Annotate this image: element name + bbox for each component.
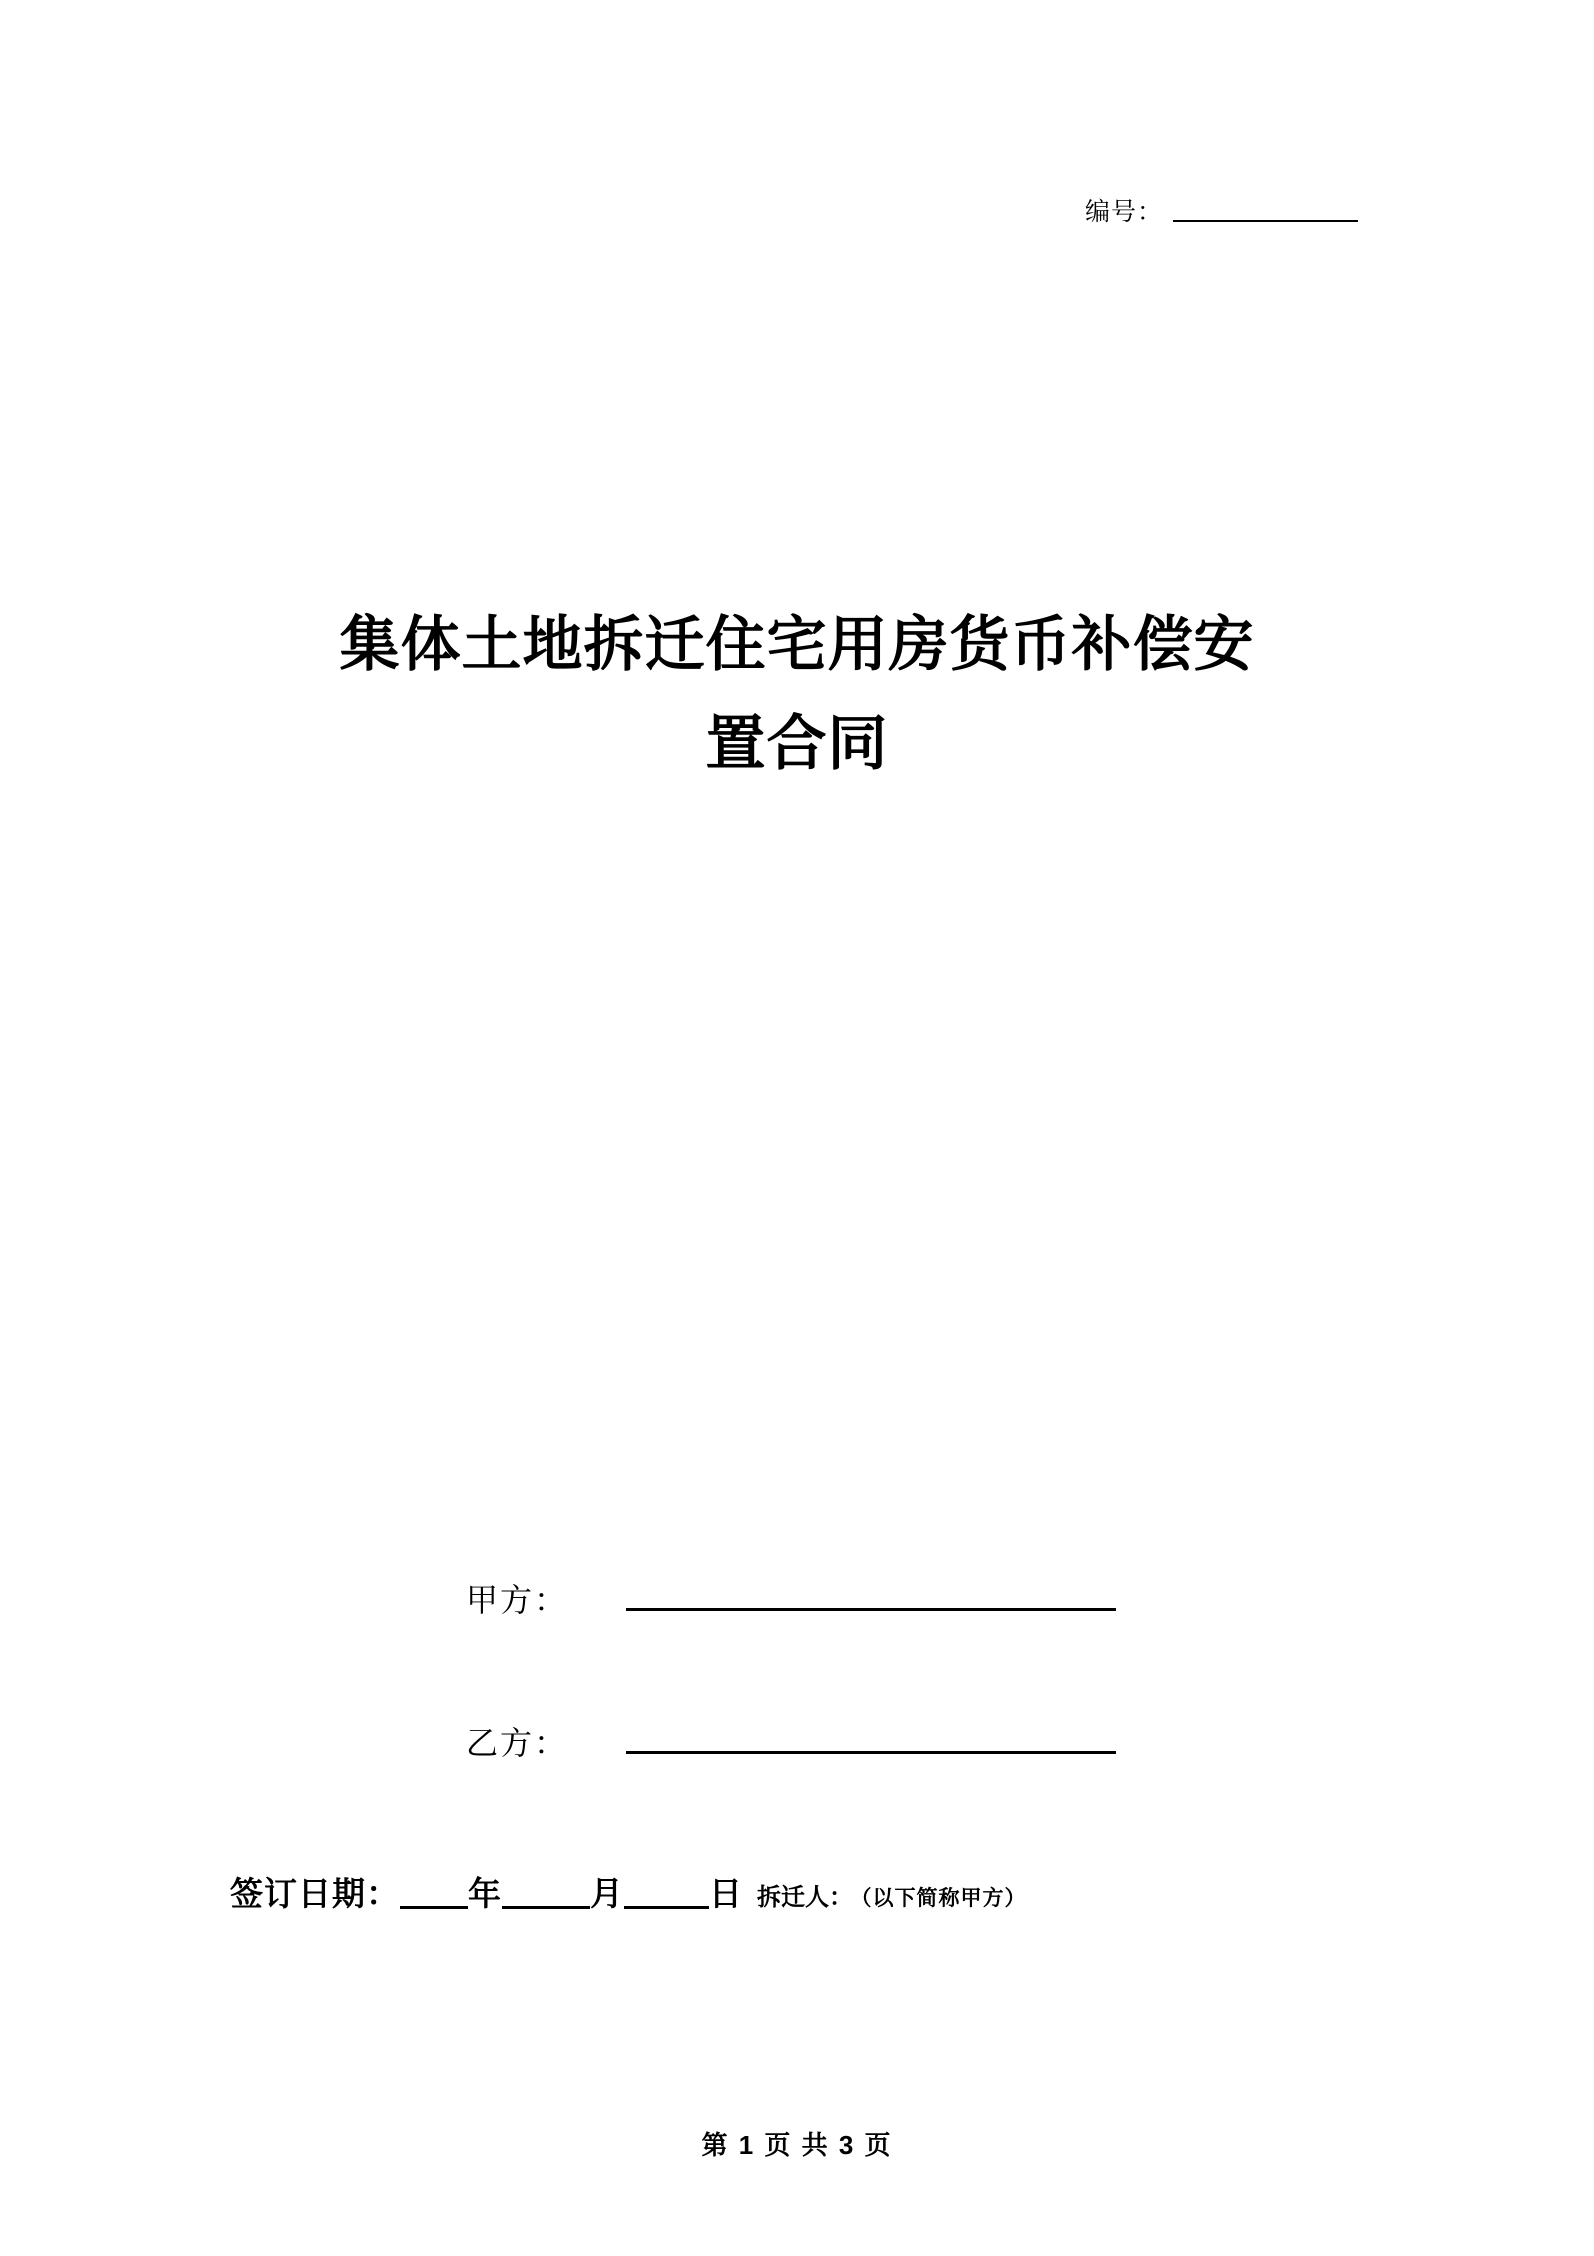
page-footer: 第 1 页 共 3 页 — [701, 2130, 893, 2160]
party-a-label: 甲方： — [466, 1582, 569, 1618]
party-b-input-blank[interactable] — [626, 1725, 1116, 1754]
sign-month-blank[interactable] — [502, 1880, 590, 1909]
party-fields — [466, 1575, 1366, 1861]
title-line-2: 置合同 — [705, 710, 889, 777]
document-number-blank[interactable] — [1173, 200, 1358, 222]
title-line-1: 集体土地拆迁住宅用房货币补偿安 — [339, 611, 1255, 678]
demolisher-note: （以下简称甲方） — [861, 1887, 1027, 1910]
party-b-label: 乙方： — [466, 1725, 569, 1761]
document-number-label: 编号： — [1085, 198, 1164, 226]
demolisher-label: 拆迁人： — [757, 1884, 853, 1911]
sign-day-blank[interactable] — [624, 1880, 709, 1909]
document-number-field — [1085, 192, 1358, 228]
sign-date-label: 签订日期： — [230, 1875, 400, 1912]
party-a-row — [466, 1575, 1366, 1621]
party-b-row — [466, 1718, 1366, 1764]
month-unit: 月 — [590, 1875, 624, 1912]
day-unit: 日 — [709, 1875, 743, 1912]
party-a-input-blank[interactable] — [626, 1582, 1116, 1611]
sign-date-row — [230, 1868, 1027, 1915]
year-unit: 年 — [468, 1875, 502, 1912]
sign-year-blank[interactable] — [400, 1880, 468, 1909]
page-title — [230, 595, 1364, 793]
